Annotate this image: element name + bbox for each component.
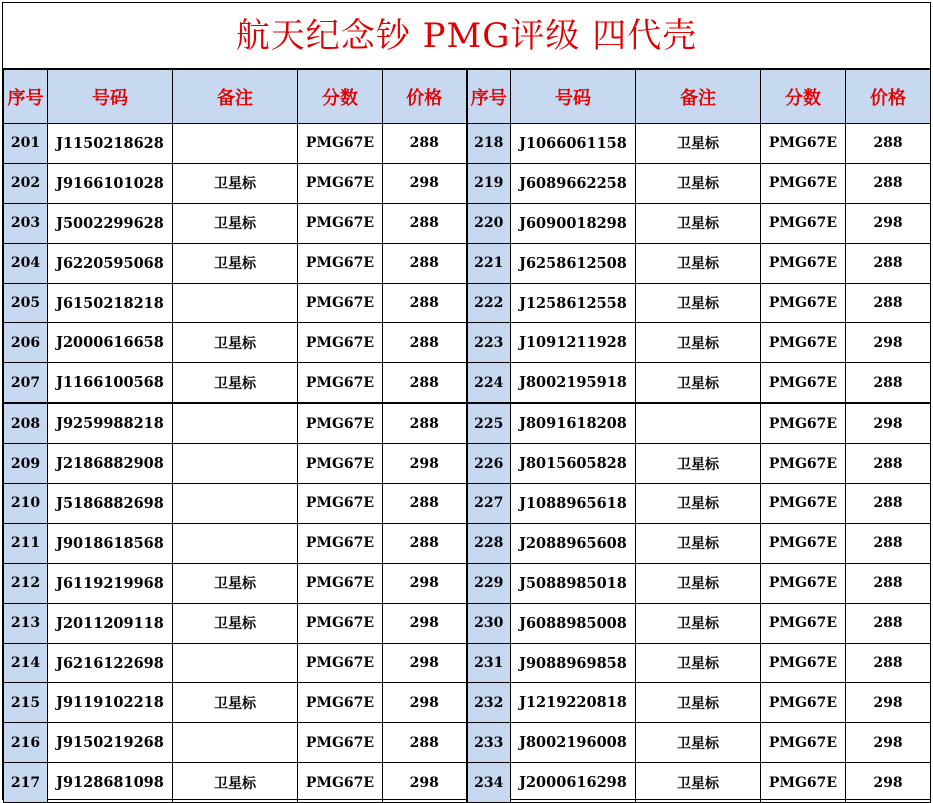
price-cell: 288 — [383, 323, 467, 363]
price-cell: 288 — [383, 283, 467, 323]
seq-cell: 201 — [4, 124, 48, 164]
seq-cell: 203 — [4, 203, 48, 243]
seq-cell: 216 — [4, 723, 48, 763]
seq-cell: 226 — [467, 444, 511, 484]
banknote-number-cell: J5002299628 — [48, 203, 173, 243]
seq-cell: 212 — [4, 563, 48, 603]
seq-cell: 208 — [4, 403, 48, 443]
grade-cell: PMG67E — [761, 563, 846, 603]
note-cell — [173, 444, 298, 484]
price-cell: 298 — [846, 723, 931, 763]
price-cell: 298 — [846, 203, 931, 243]
note-cell: 卫星标 — [636, 163, 761, 203]
banknote-number-cell: J6090018298 — [511, 203, 636, 243]
banknote-number-cell: J6089662258 — [511, 163, 636, 203]
table-row — [4, 763, 931, 803]
price-cell: 288 — [383, 723, 467, 763]
grade-cell: PMG67E — [761, 124, 846, 164]
seq-cell: 224 — [467, 363, 511, 403]
banknote-number-cell: J9018618568 — [48, 523, 173, 563]
note-cell: 卫星标 — [173, 683, 298, 723]
price-table — [3, 69, 931, 803]
table-row — [4, 403, 931, 443]
note-cell — [173, 484, 298, 524]
header-grade: 分数 — [761, 70, 846, 124]
grade-cell: PMG67E — [761, 283, 846, 323]
table-row — [4, 243, 931, 283]
banknote-number-cell: J1150218628 — [48, 124, 173, 164]
header-note: 备注 — [636, 70, 761, 124]
grade-cell: PMG67E — [298, 363, 383, 403]
grade-cell: PMG67E — [761, 723, 846, 763]
seq-cell: 234 — [467, 763, 511, 803]
seq-cell: 227 — [467, 484, 511, 524]
price-cell: 288 — [846, 124, 931, 164]
header-grade: 分数 — [298, 70, 383, 124]
banknote-number-cell: J8002196008 — [511, 723, 636, 763]
grade-cell: PMG67E — [298, 163, 383, 203]
grade-cell: PMG67E — [298, 563, 383, 603]
banknote-number-cell: J9119102218 — [48, 683, 173, 723]
price-cell: 288 — [383, 124, 467, 164]
price-cell: 288 — [846, 243, 931, 283]
note-cell: 卫星标 — [636, 203, 761, 243]
grade-cell: PMG67E — [298, 323, 383, 363]
grade-cell: PMG67E — [298, 283, 383, 323]
price-cell: 288 — [846, 563, 931, 603]
spreadsheet — [2, 2, 931, 800]
table-row — [4, 444, 931, 484]
note-cell: 卫星标 — [636, 283, 761, 323]
grade-cell: PMG67E — [761, 203, 846, 243]
grade-cell: PMG67E — [761, 243, 846, 283]
banknote-number-cell: J2000616658 — [48, 323, 173, 363]
note-cell: 卫星标 — [636, 444, 761, 484]
grade-cell: PMG67E — [298, 484, 383, 524]
price-cell: 298 — [846, 403, 931, 443]
note-cell: 卫星标 — [636, 763, 761, 803]
banknote-number-cell: J6119219968 — [48, 563, 173, 603]
note-cell: 卫星标 — [173, 243, 298, 283]
banknote-number-cell: J2000616298 — [511, 763, 636, 803]
header-note: 备注 — [173, 70, 298, 124]
price-cell: 298 — [383, 444, 467, 484]
banknote-number-cell: J1066061158 — [511, 124, 636, 164]
grade-cell: PMG67E — [761, 683, 846, 723]
banknote-number-cell: J2011209118 — [48, 603, 173, 643]
grade-cell: PMG67E — [298, 643, 383, 683]
grade-cell: PMG67E — [298, 124, 383, 164]
note-cell: 卫星标 — [173, 203, 298, 243]
note-cell: 卫星标 — [636, 323, 761, 363]
note-cell: 卫星标 — [636, 484, 761, 524]
banknote-number-cell: J9166101028 — [48, 163, 173, 203]
grade-cell: PMG67E — [761, 444, 846, 484]
header-seq: 序号 — [467, 70, 511, 124]
seq-cell: 209 — [4, 444, 48, 484]
note-cell: 卫星标 — [173, 323, 298, 363]
grade-cell: PMG67E — [761, 603, 846, 643]
grade-cell: PMG67E — [298, 403, 383, 443]
grade-cell: PMG67E — [298, 683, 383, 723]
note-cell — [173, 403, 298, 443]
banknote-number-cell: J6220595068 — [48, 243, 173, 283]
banknote-number-cell: J6216122698 — [48, 643, 173, 683]
note-cell: 卫星标 — [173, 163, 298, 203]
seq-cell: 217 — [4, 763, 48, 803]
note-cell — [173, 283, 298, 323]
grade-cell: PMG67E — [761, 403, 846, 443]
note-cell: 卫星标 — [173, 563, 298, 603]
seq-cell: 213 — [4, 603, 48, 643]
table-row — [4, 323, 931, 363]
price-cell: 288 — [846, 643, 931, 683]
table-row — [4, 643, 931, 683]
seq-cell: 220 — [467, 203, 511, 243]
table-row — [4, 723, 931, 763]
price-cell: 288 — [846, 484, 931, 524]
banknote-number-cell: J1258612558 — [511, 283, 636, 323]
banknote-number-cell: J6258612508 — [511, 243, 636, 283]
note-cell: 卫星标 — [173, 363, 298, 403]
grade-cell: PMG67E — [298, 444, 383, 484]
price-cell: 288 — [846, 283, 931, 323]
grade-cell: PMG67E — [761, 163, 846, 203]
seq-cell: 228 — [467, 523, 511, 563]
price-cell: 298 — [383, 163, 467, 203]
grade-cell: PMG67E — [298, 603, 383, 643]
note-cell — [173, 643, 298, 683]
note-cell: 卫星标 — [636, 523, 761, 563]
seq-cell: 210 — [4, 484, 48, 524]
price-cell: 288 — [846, 603, 931, 643]
table-row — [4, 124, 931, 164]
seq-cell: 205 — [4, 283, 48, 323]
table-row — [4, 563, 931, 603]
banknote-number-cell: J8002195918 — [511, 363, 636, 403]
seq-cell: 231 — [467, 643, 511, 683]
note-cell: 卫星标 — [636, 683, 761, 723]
header-code: 号码 — [511, 70, 636, 124]
header-code: 号码 — [48, 70, 173, 124]
price-cell: 288 — [383, 243, 467, 283]
seq-cell: 221 — [467, 243, 511, 283]
table-row — [4, 683, 931, 723]
seq-cell: 233 — [467, 723, 511, 763]
seq-cell: 229 — [467, 563, 511, 603]
note-cell — [173, 523, 298, 563]
note-cell: 卫星标 — [636, 124, 761, 164]
table-row — [4, 484, 931, 524]
note-cell — [636, 403, 761, 443]
seq-cell: 223 — [467, 323, 511, 363]
seq-cell: 215 — [4, 683, 48, 723]
seq-cell: 232 — [467, 683, 511, 723]
banknote-number-cell: J5088985018 — [511, 563, 636, 603]
seq-cell: 204 — [4, 243, 48, 283]
banknote-number-cell: J9088969858 — [511, 643, 636, 683]
seq-cell: 230 — [467, 603, 511, 643]
grade-cell: PMG67E — [761, 323, 846, 363]
banknote-number-cell: J8091618208 — [511, 403, 636, 443]
price-cell: 288 — [846, 523, 931, 563]
table-row — [4, 603, 931, 643]
table-body — [4, 124, 931, 803]
price-cell: 298 — [383, 603, 467, 643]
table-row — [4, 163, 931, 203]
banknote-number-cell: J2088965608 — [511, 523, 636, 563]
header-row — [4, 70, 931, 124]
banknote-number-cell: J2186882908 — [48, 444, 173, 484]
table-row — [4, 283, 931, 323]
price-cell: 288 — [846, 163, 931, 203]
price-cell: 288 — [846, 363, 931, 403]
grade-cell: PMG67E — [761, 484, 846, 524]
note-cell: 卫星标 — [173, 763, 298, 803]
seq-cell: 211 — [4, 523, 48, 563]
seq-cell: 214 — [4, 643, 48, 683]
note-cell — [173, 723, 298, 763]
note-cell: 卫星标 — [173, 603, 298, 643]
table-row — [4, 523, 931, 563]
price-cell: 288 — [383, 523, 467, 563]
grade-cell: PMG67E — [761, 523, 846, 563]
seq-cell: 206 — [4, 323, 48, 363]
banknote-number-cell: J1219220818 — [511, 683, 636, 723]
banknote-number-cell: J1091211928 — [511, 323, 636, 363]
price-cell: 298 — [383, 563, 467, 603]
note-cell: 卫星标 — [636, 643, 761, 683]
grade-cell: PMG67E — [298, 523, 383, 563]
banknote-number-cell: J5186882698 — [48, 484, 173, 524]
sheet-title: 航天纪念钞 PMG评级 四代壳 — [3, 3, 930, 69]
banknote-number-cell: J6150218218 — [48, 283, 173, 323]
table-row — [4, 203, 931, 243]
grade-cell: PMG67E — [298, 763, 383, 803]
seq-cell: 222 — [467, 283, 511, 323]
seq-cell: 225 — [467, 403, 511, 443]
price-cell: 298 — [383, 763, 467, 803]
price-cell: 298 — [383, 683, 467, 723]
price-cell: 298 — [846, 683, 931, 723]
price-cell: 288 — [383, 403, 467, 443]
grade-cell: PMG67E — [761, 763, 846, 803]
price-cell: 288 — [383, 203, 467, 243]
seq-cell: 219 — [467, 163, 511, 203]
grade-cell: PMG67E — [761, 643, 846, 683]
grade-cell: PMG67E — [298, 723, 383, 763]
header-price: 价格 — [846, 70, 931, 124]
price-cell: 298 — [846, 323, 931, 363]
header-price: 价格 — [383, 70, 467, 124]
price-cell: 288 — [846, 444, 931, 484]
banknote-number-cell: J9128681098 — [48, 763, 173, 803]
price-cell: 298 — [383, 643, 467, 683]
price-cell: 298 — [846, 763, 931, 803]
note-cell: 卫星标 — [636, 603, 761, 643]
banknote-number-cell: J1088965618 — [511, 484, 636, 524]
banknote-number-cell: J6088985008 — [511, 603, 636, 643]
grade-cell: PMG67E — [298, 243, 383, 283]
banknote-number-cell: J9259988218 — [48, 403, 173, 443]
note-cell: 卫星标 — [636, 243, 761, 283]
price-cell: 288 — [383, 363, 467, 403]
price-cell: 288 — [383, 484, 467, 524]
note-cell — [173, 124, 298, 164]
seq-cell: 218 — [467, 124, 511, 164]
note-cell: 卫星标 — [636, 563, 761, 603]
banknote-number-cell: J1166100568 — [48, 363, 173, 403]
header-seq: 序号 — [4, 70, 48, 124]
seq-cell: 207 — [4, 363, 48, 403]
banknote-number-cell: J9150219268 — [48, 723, 173, 763]
banknote-number-cell: J8015605828 — [511, 444, 636, 484]
note-cell: 卫星标 — [636, 723, 761, 763]
grade-cell: PMG67E — [298, 203, 383, 243]
note-cell: 卫星标 — [636, 363, 761, 403]
seq-cell: 202 — [4, 163, 48, 203]
grade-cell: PMG67E — [761, 363, 846, 403]
table-row — [4, 363, 931, 403]
